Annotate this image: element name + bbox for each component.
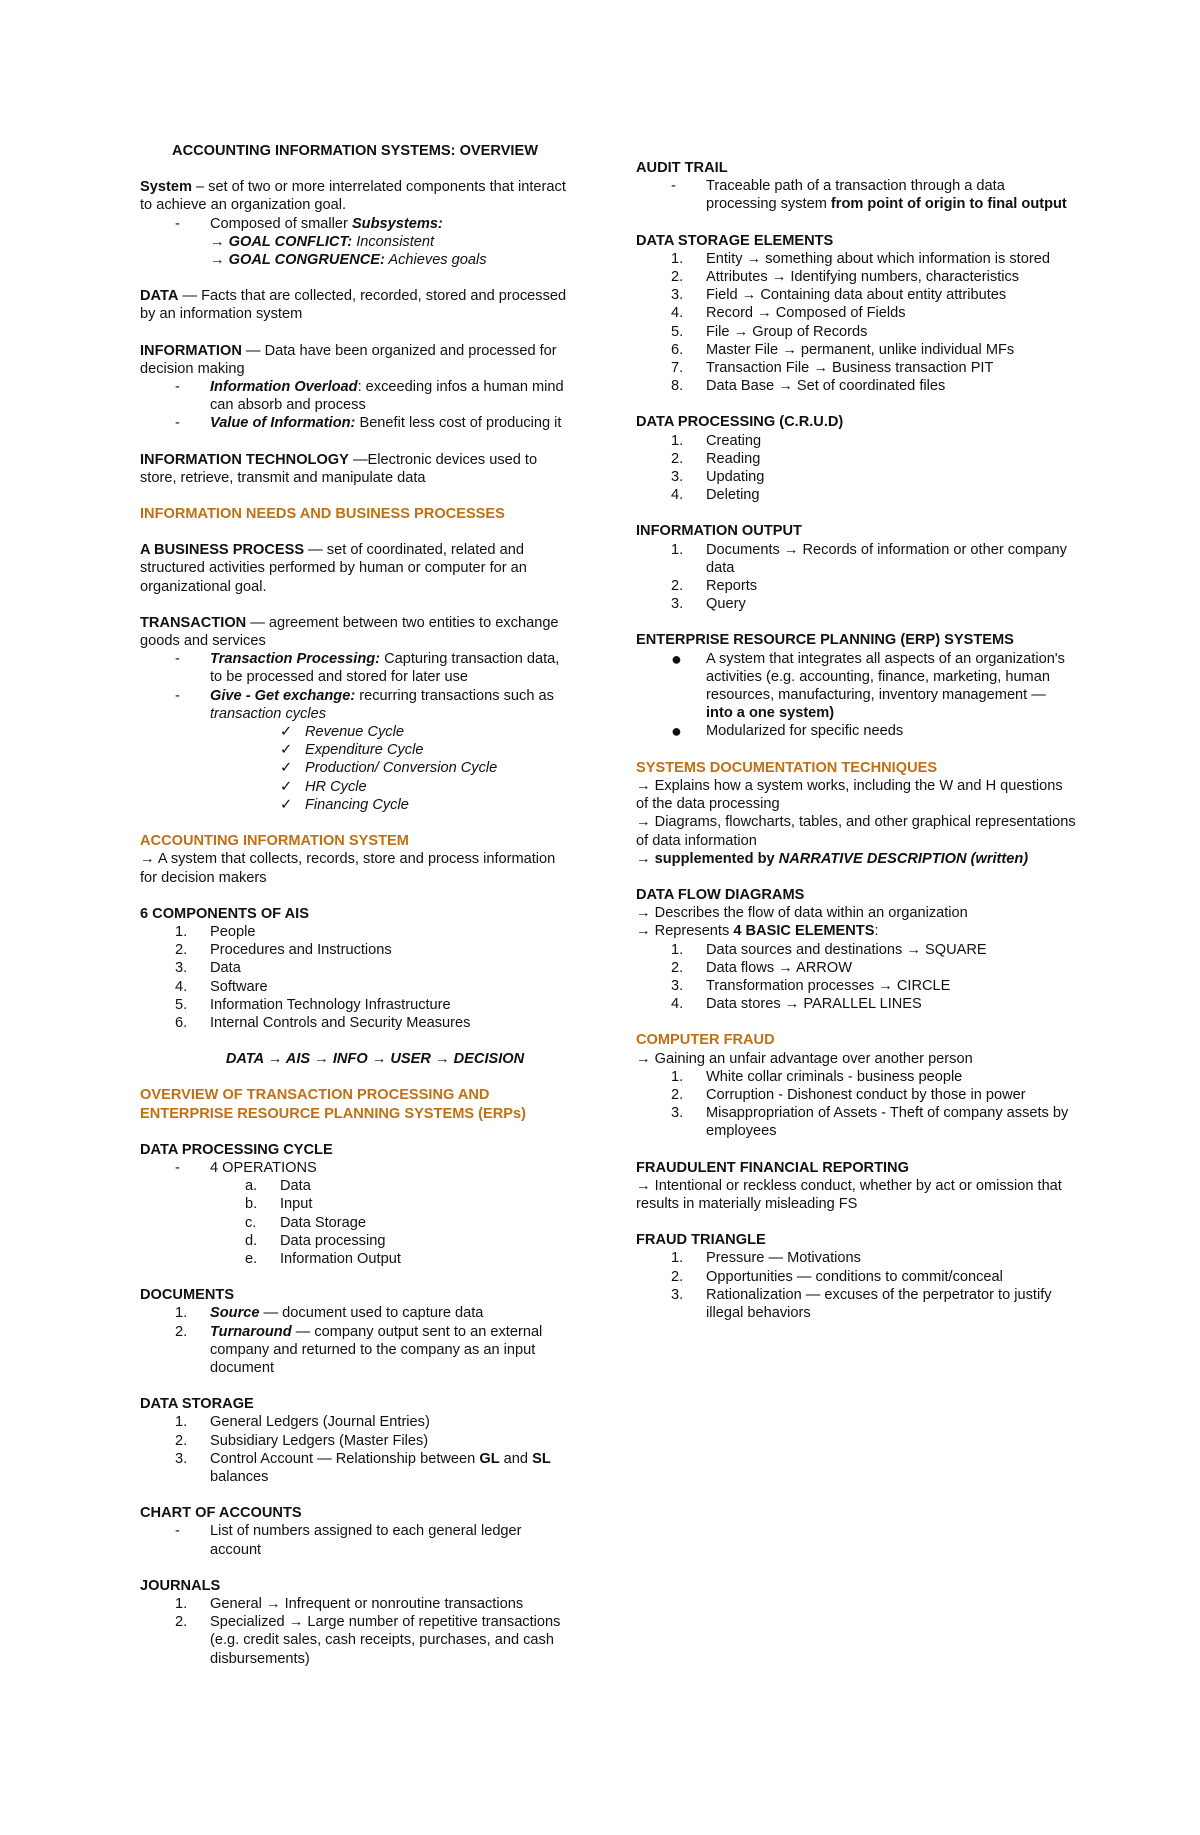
list-item — [140, 1014, 570, 1032]
list-item — [140, 1595, 570, 1613]
tp-text: Capturing transaction data, to be processed and stored for later use — [210, 651, 560, 686]
list-item — [636, 323, 1076, 341]
sdt-narrative: NARRATIVE DESCRIPTION (written) — [778, 850, 1029, 867]
check-icon: ✓ — [280, 760, 293, 777]
documents-section — [140, 1286, 570, 1377]
dfd-line: → Describes the flow of data within an organization — [636, 905, 968, 922]
cycle-item: Financing Cycle — [305, 796, 409, 813]
list-marker: - — [175, 415, 180, 432]
list-text: Corruption - Dishonest conduct by those in power — [706, 1086, 1026, 1103]
journals-heading: JOURNALS — [140, 1577, 221, 1594]
it-def: —Electronic devices used to store, retrieve, transmit and manipulate data — [140, 451, 538, 486]
list-text: Transformation processes → CIRCLE — [706, 977, 951, 994]
list-number: 2. — [671, 269, 684, 286]
list-item — [636, 541, 1076, 577]
list-number: 3. — [671, 287, 684, 304]
sl-term: SL — [532, 1450, 551, 1467]
list-item — [140, 923, 570, 941]
list-text: Data stores → PARALLEL LINES — [706, 996, 922, 1013]
goal-congruence-term: → GOAL CONGRUENCE: — [210, 252, 385, 269]
list-text: Attributes → Identifying numbers, characteristics — [706, 269, 1020, 286]
list-item — [140, 215, 570, 233]
audit-text: Traceable path of a transaction through a data processing system — [706, 178, 1005, 213]
list-text: Reports — [706, 578, 758, 595]
list-item — [636, 286, 1076, 304]
data-term: DATA — [140, 288, 179, 305]
output-heading: INFORMATION OUTPUT — [636, 523, 802, 540]
dpc-section — [140, 1141, 570, 1268]
list-item — [636, 268, 1076, 286]
list-number: 1. — [175, 923, 188, 940]
list-marker: - — [175, 379, 180, 396]
check-icon: ✓ — [280, 742, 293, 759]
list-marker: - — [175, 1159, 180, 1176]
system-section — [140, 178, 570, 269]
list-number: 2. — [175, 1323, 188, 1340]
list-marker: - — [671, 178, 676, 195]
audit-heading: AUDIT TRAIL — [636, 160, 728, 176]
list-item — [140, 1250, 570, 1268]
information-def: — Data have been organized and processed for decision making — [140, 342, 557, 377]
gl-term: GL — [479, 1450, 500, 1467]
list-text: Data flows → ARROW — [706, 959, 852, 976]
list-item — [140, 796, 570, 814]
list-text: Input — [280, 1196, 313, 1213]
dfd-line — [636, 922, 1076, 940]
list-text: Procedures and Instructions — [210, 942, 392, 959]
dfd-elements: 4 BASIC ELEMENTS — [733, 923, 875, 940]
list-text — [210, 687, 570, 723]
dse-section — [636, 232, 1076, 396]
list-number: 1. — [671, 250, 684, 267]
list-item — [140, 1195, 570, 1213]
list-item — [636, 450, 1076, 468]
list-number: 1. — [175, 1414, 188, 1431]
list-item — [140, 978, 570, 996]
list-number: 4. — [671, 996, 684, 1013]
erp-section — [636, 631, 1076, 740]
list-item — [636, 486, 1076, 504]
list-text: Query — [706, 596, 746, 613]
fraud-heading: COMPUTER FRAUD — [636, 1032, 775, 1049]
list-item — [140, 723, 570, 741]
list-item — [636, 995, 1076, 1013]
source-term: Source — [210, 1305, 260, 1322]
overload-term: Information Overload — [210, 379, 358, 396]
sdt-line: → Diagrams, flowcharts, tables, and other graphical representations of data information — [636, 814, 1076, 849]
list-text: Data Base → Set of coordinated files — [706, 378, 946, 395]
value-term: Value of Information: — [210, 415, 356, 432]
information-term: INFORMATION — [140, 342, 242, 359]
turnaround-text: — company output sent to an external company and returned to the company as an input document — [210, 1323, 543, 1376]
give-get-term: Give - Get exchange: — [210, 687, 356, 704]
transaction-definition — [140, 614, 570, 650]
list-text: Transaction File → Business transaction PIT — [706, 360, 994, 377]
list-marker: - — [175, 1523, 180, 1540]
list-item — [140, 650, 570, 686]
list-number: 1. — [671, 432, 684, 449]
give-get-text: recurring transactions such as — [355, 687, 554, 704]
list-item — [636, 1268, 1076, 1286]
give-get-tail: transaction cycles — [210, 705, 326, 722]
list-item — [140, 778, 570, 796]
list-item — [636, 941, 1076, 959]
ais-heading: ACCOUNTING INFORMATION SYSTEM — [140, 833, 409, 850]
list-text: Pressure — Motivations — [706, 1250, 861, 1267]
list-marker — [140, 233, 210, 251]
list-number: 2. — [671, 450, 684, 467]
list-item — [140, 687, 570, 723]
list-number: 2. — [175, 1614, 188, 1631]
list-text: Specialized → Large number of repetitive transactions (e.g. credit sales, cash receipts, purchases, and cash disbursements) — [210, 1614, 561, 1667]
turnaround-term: Turnaround — [210, 1323, 292, 1340]
business-process-section — [140, 541, 570, 596]
list-item — [636, 595, 1076, 613]
control-and: and — [499, 1450, 533, 1467]
check-icon: ✓ — [280, 796, 293, 813]
list-item — [140, 1413, 570, 1431]
list-letter: a. — [245, 1178, 258, 1195]
list-number: 1. — [175, 1596, 188, 1612]
list-text: 4 OPERATIONS — [210, 1159, 317, 1176]
list-letter: d. — [245, 1232, 258, 1249]
bullet-icon: ● — [671, 648, 682, 669]
dfd-colon: : — [874, 923, 879, 940]
list-text — [210, 215, 570, 233]
list-text — [706, 650, 1076, 723]
sdt-line — [636, 850, 1076, 868]
list-number: 2. — [671, 959, 684, 976]
list-item — [636, 1086, 1076, 1104]
erp-text: A system that integrates all aspects of an organization's activities (e.g. accounting, finance, marketing, human resources, manufacturing, inventory management — — [706, 650, 1065, 704]
components-section — [140, 905, 570, 1032]
list-text: Data — [280, 1178, 311, 1195]
documents-heading: DOCUMENTS — [140, 1287, 235, 1304]
list-number: 4. — [671, 487, 684, 504]
list-item — [636, 432, 1076, 450]
list-number: 1. — [671, 1250, 684, 1267]
tp-term: Transaction Processing: — [210, 651, 381, 668]
check-icon: ✓ — [280, 724, 293, 741]
list-text: Software — [210, 978, 268, 995]
list-text: Opportunities — conditions to commit/conceal — [706, 1268, 1003, 1285]
audit-bold: from point of origin to final output — [830, 196, 1067, 213]
list-item — [140, 941, 570, 959]
information-definition — [140, 342, 570, 378]
list-item — [636, 177, 1076, 213]
list-text: Information Technology Infrastructure — [210, 996, 451, 1013]
list-number: 5. — [175, 996, 188, 1013]
dfd-represents: → Represents — [636, 923, 734, 940]
list-item — [140, 233, 570, 251]
components-heading: 6 COMPONENTS OF AIS — [140, 905, 309, 922]
list-item — [140, 251, 570, 269]
check-icon: ✓ — [280, 778, 293, 795]
list-item — [636, 377, 1076, 395]
list-text: Reading — [706, 450, 761, 467]
data-storage-section — [140, 1395, 570, 1486]
list-number: 3. — [671, 977, 684, 994]
erp-bold: into a one system) — [706, 705, 835, 722]
value-text: Benefit less cost of producing it — [355, 415, 562, 432]
list-text: General Ledgers (Journal Entries) — [210, 1414, 430, 1431]
data-storage-heading: DATA STORAGE — [140, 1396, 254, 1413]
list-number: 5. — [671, 323, 684, 340]
goal-congruence — [210, 251, 570, 269]
list-text: Data processing — [280, 1232, 386, 1249]
list-item — [140, 741, 570, 759]
transaction-def: — agreement between two entities to exchange goods and services — [140, 614, 559, 650]
list-item — [636, 722, 1076, 740]
list-number: 8. — [671, 378, 684, 395]
list-number: 2. — [175, 1432, 188, 1449]
ais-def: → A system that collects, records, store and process information for decision makers — [140, 851, 556, 886]
system-term: System — [140, 179, 192, 196]
journals-section — [140, 1577, 570, 1668]
list-item — [636, 341, 1076, 359]
right-column — [636, 159, 1076, 1340]
list-text: People — [210, 923, 256, 940]
cycle-item: Production/ Conversion Cycle — [305, 760, 498, 777]
list-text: Rationalization — excuses of the perpetrator to justify illegal behaviors — [706, 1286, 1052, 1321]
list-text: Record → Composed of Fields — [706, 305, 906, 322]
crud-section — [636, 413, 1076, 504]
erp-heading: ENTERPRISE RESOURCE PLANNING (ERP) SYSTEMS — [636, 632, 1014, 649]
list-item — [140, 1159, 570, 1177]
list-text: Subsidiary Ledgers (Master Files) — [210, 1432, 429, 1449]
list-item — [636, 959, 1076, 977]
list-text: Updating — [706, 469, 765, 486]
list-item — [636, 250, 1076, 268]
control-tail: balances — [210, 1468, 269, 1485]
list-item — [140, 414, 570, 432]
list-item — [140, 959, 570, 977]
list-number: 1. — [175, 1305, 188, 1322]
list-text: Information Output — [280, 1250, 401, 1267]
list-number: 2. — [671, 578, 684, 595]
needs-heading: INFORMATION NEEDS AND BUSINESS PROCESSES — [140, 506, 505, 523]
list-text: Data — [210, 960, 241, 977]
list-number: 6. — [671, 341, 684, 358]
list-item — [636, 1104, 1076, 1140]
list-item — [636, 1286, 1076, 1322]
list-item — [140, 996, 570, 1014]
ffr-section — [636, 1159, 1076, 1214]
goal-congruence-text: Achieves goals — [384, 252, 487, 269]
crud-heading: DATA PROCESSING (C.R.U.D) — [636, 414, 844, 431]
list-text: Data Storage — [280, 1214, 366, 1231]
list-text: List of numbers assigned to each general ledger account — [210, 1523, 522, 1558]
coa-heading: CHART OF ACCOUNTS — [140, 1505, 302, 1522]
ffr-heading: FRAUDULENT FINANCIAL REPORTING — [636, 1159, 909, 1176]
list-text: Internal Controls and Security Measures — [210, 1014, 471, 1031]
data-def: — Facts that are collected, recorded, stored and processed by an information system — [140, 288, 567, 323]
business-process-term: A BUSINESS PROCESS — [140, 542, 305, 559]
overview-heading: OVERVIEW OF TRANSACTION PROCESSING AND ENTERPRISE RESOURCE PLANNING SYSTEMS (ERPs) — [140, 1087, 526, 1122]
list-text: Field → Containing data about entity attributes — [706, 287, 1007, 304]
transaction-term: TRANSACTION — [140, 614, 247, 631]
list-text — [210, 1304, 570, 1322]
list-item — [140, 1304, 570, 1322]
list-number: 2. — [671, 1086, 684, 1103]
list-item — [636, 650, 1076, 723]
information-section — [140, 342, 570, 433]
list-number: 1. — [671, 941, 684, 958]
transaction-section — [140, 614, 570, 814]
list-letter: b. — [245, 1196, 258, 1213]
list-number: 3. — [671, 1105, 684, 1122]
fraud-section — [636, 1031, 1076, 1140]
list-text — [210, 1323, 570, 1378]
dse-heading: DATA STORAGE ELEMENTS — [636, 232, 834, 249]
sdt-heading: SYSTEMS DOCUMENTATION TECHNIQUES — [636, 759, 938, 776]
list-text: Entity → something about which information is stored — [706, 250, 1050, 267]
list-text: Deleting — [706, 487, 760, 504]
goal-conflict-term: → GOAL CONFLICT: — [210, 233, 353, 250]
document-title: ACCOUNTING INFORMATION SYSTEMS: OVERVIEW — [172, 143, 538, 159]
list-number: 3. — [671, 596, 684, 613]
list-item — [636, 977, 1076, 995]
data-section — [140, 287, 570, 323]
subsystems-text: Composed of smaller — [210, 215, 352, 232]
subsystems-term: Subsystems: — [351, 215, 443, 232]
goal-conflict-text: Inconsistent — [352, 233, 435, 250]
list-item — [140, 1232, 570, 1250]
list-marker — [140, 251, 210, 269]
cycle-item: Expenditure Cycle — [305, 742, 424, 759]
bullet-icon: ● — [671, 721, 682, 742]
list-number: 4. — [671, 305, 684, 322]
dfd-section — [636, 886, 1076, 1013]
output-section — [636, 522, 1076, 613]
source-text: — document used to capture data — [259, 1305, 484, 1322]
list-marker: - — [175, 687, 180, 704]
list-number: 7. — [671, 360, 684, 377]
list-number: 1. — [671, 1068, 684, 1085]
dpc-heading: DATA PROCESSING CYCLE — [140, 1141, 333, 1158]
list-text — [706, 177, 1076, 213]
list-marker: - — [175, 215, 180, 232]
ffr-line: → Intentional or reckless conduct, whether by act or omission that results in materially misleading FS — [636, 1177, 1062, 1212]
list-number: 6. — [175, 1014, 188, 1031]
list-item — [140, 1450, 570, 1486]
triangle-section — [636, 1231, 1076, 1322]
list-item — [140, 759, 570, 777]
list-item — [636, 1249, 1076, 1267]
it-section — [140, 451, 570, 487]
triangle-heading: FRAUD TRIANGLE — [636, 1232, 766, 1249]
list-text: Master File → permanent, unlike individual MFs — [706, 341, 1015, 358]
sdt-line: → Explains how a system works, including the W and H questions of the data processing — [636, 777, 1063, 813]
list-item — [140, 1432, 570, 1450]
overload-text: : exceeding infos a human mind can absorb and process — [210, 379, 564, 414]
list-item — [140, 1214, 570, 1232]
dfd-heading: DATA FLOW DIAGRAMS — [636, 886, 805, 903]
list-item — [140, 378, 570, 414]
list-text: Misappropriation of Assets - Theft of company assets by employees — [706, 1105, 1069, 1140]
list-number: 3. — [175, 960, 188, 977]
list-text: Documents → Records of information or other company data — [706, 541, 1067, 576]
list-letter: c. — [245, 1214, 257, 1231]
system-definition — [140, 178, 570, 214]
list-item — [140, 1613, 570, 1668]
decision-flow: DATA → AIS → INFO → USER → DECISION — [225, 1051, 525, 1068]
list-item — [636, 359, 1076, 377]
list-text — [210, 414, 570, 432]
sdt-supplement: → supplemented by — [636, 850, 779, 867]
list-text: Creating — [706, 432, 762, 449]
list-item — [636, 468, 1076, 486]
list-number: 3. — [671, 469, 684, 486]
list-text — [210, 378, 570, 414]
list-item — [636, 304, 1076, 322]
audit-section — [636, 159, 1076, 214]
business-process-def: — set of coordinated, related and structured activities performed by human or computer for an organizational goal. — [140, 542, 527, 595]
list-number: 2. — [671, 1268, 684, 1285]
list-item — [636, 1068, 1076, 1086]
list-text: Data sources and destinations → SQUARE — [706, 941, 987, 958]
list-text — [210, 650, 570, 686]
list-number: 3. — [671, 1286, 684, 1303]
list-item — [140, 1177, 570, 1195]
list-item — [140, 1323, 570, 1378]
goal-conflict — [210, 233, 570, 251]
fraud-line: → Gaining an unfair advantage over another person — [636, 1050, 973, 1067]
list-number: 3. — [175, 1450, 188, 1467]
list-number: 2. — [175, 942, 188, 959]
list-item — [140, 1522, 570, 1558]
system-def: – set of two or more interrelated components that interact to achieve an organization goal. — [140, 179, 566, 214]
coa-section — [140, 1504, 570, 1559]
list-text: File → Group of Records — [706, 323, 868, 340]
list-text: White collar criminals - business people — [706, 1068, 963, 1085]
left-column — [140, 142, 570, 1686]
sdt-section — [636, 759, 1076, 868]
list-number: 1. — [671, 541, 684, 558]
list-number: 4. — [175, 978, 188, 995]
list-item — [636, 577, 1076, 595]
list-marker: - — [175, 651, 180, 668]
cycle-item: HR Cycle — [305, 778, 367, 795]
list-text: Modularized for specific needs — [706, 723, 904, 740]
ais-section — [140, 832, 570, 887]
list-letter: e. — [245, 1250, 258, 1267]
control-text: Control Account — Relationship between — [210, 1450, 480, 1467]
cycle-item: Revenue Cycle — [305, 724, 404, 741]
list-text: General → Infrequent or nonroutine transactions — [210, 1596, 524, 1612]
it-term: INFORMATION TECHNOLOGY — [140, 451, 349, 468]
list-text — [210, 1450, 570, 1486]
